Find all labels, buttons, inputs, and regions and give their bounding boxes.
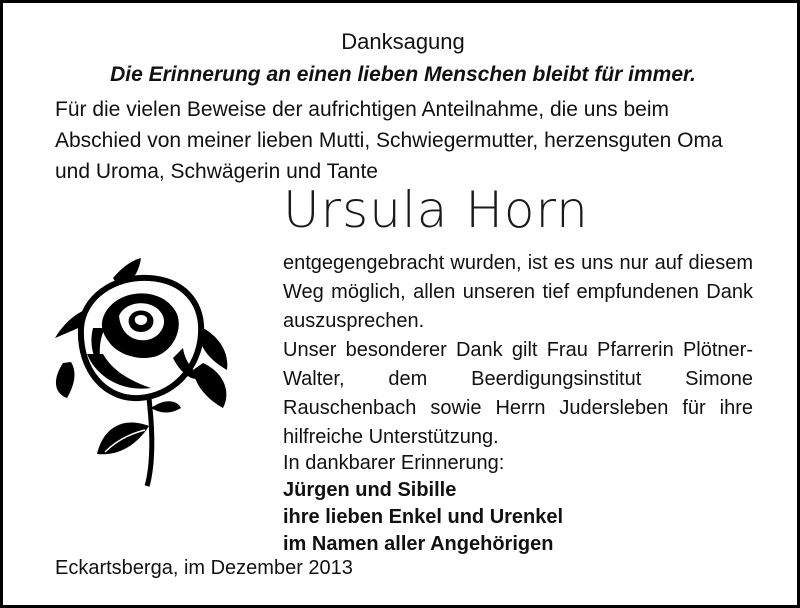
closing-intro: In dankbarer Erinnerung: [283,452,505,474]
notice-subheading: Die Erinnerung an einen lieben Menschen bleibt für immer. [110,63,696,86]
deceased-name: Ursula Horn [283,181,589,239]
body-text [283,249,753,452]
signer-line: im Namen aller Angehörigen [283,533,554,555]
body-paragraph: Unser besonderer Dank gilt Frau Pfarrerin Plötner-Walter, dem Beerdigungsinstitut Simone Rauschenbach sowie Herrn Judersleben für ihre hilfreiche Unterstützung. [283,339,753,448]
closing-block [283,450,753,558]
intro-line: Für die vielen Beweise der aufrichtigen Anteilnahme, die uns beim [55,98,670,121]
intro-text [55,94,755,187]
signer-line: ihre lieben Enkel und Urenkel [283,506,564,528]
intro-line: Abschied von meiner lieben Mutti, Schwiegermutter, herzensguten Oma [55,129,723,152]
place-date: Eckartsberga, im Dezember 2013 [55,557,353,579]
signer-line: Jürgen und Sibille [283,479,457,501]
body-paragraph: entgegengebracht wurden, ist es uns nur auf diesem Weg möglich, allen unseren tief empfundenen Dank auszusprechen. [283,252,753,332]
notice-heading: Danksagung [341,29,465,54]
intro-line: und Uroma, Schwägerin und Tante [55,160,378,183]
rose-icon [53,258,233,488]
